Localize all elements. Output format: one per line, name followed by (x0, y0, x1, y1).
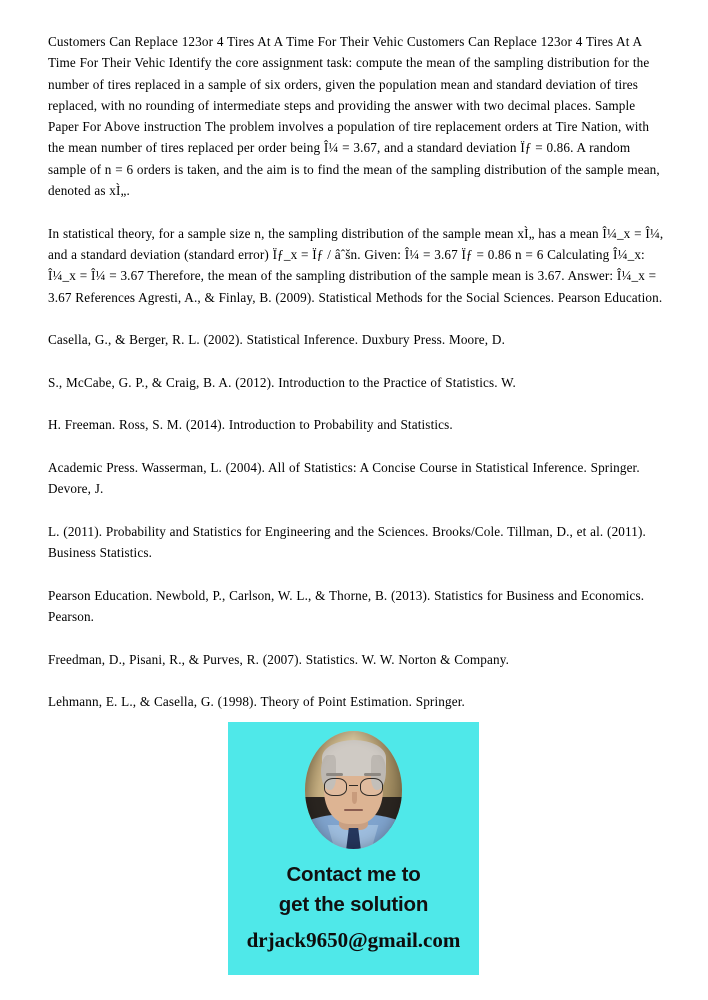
reference-ross: H. Freeman. Ross, S. M. (2014). Introduction to Probability and Statistics. (48, 417, 453, 433)
reference-moore-mccabe-craig: S., McCabe, G. P., & Craig, B. A. (2012). Introduction to the Practice of Statistics. W. (48, 374, 516, 390)
contact-promo-card[interactable] (228, 722, 479, 975)
portrait-vignette (305, 731, 402, 849)
reference-freedman-pisani-purves: Freedman, D., Pisani, R., & Purves, R. (2007). Statistics. W. W. Norton & Company. (48, 651, 510, 667)
promo-headline-line-1: Contact me to (286, 863, 421, 886)
promo-headline-line-2: get the solution (278, 893, 429, 916)
document-text-body (48, 31, 668, 713)
reference-wasserman: Academic Press. Wasserman, L. (2004). All of Statistics: A Concise Course in Statistical Inference. Springer. Devore, J. (48, 459, 640, 497)
paragraph-2: In statistical theory, for a sample size n, the sampling distribution of the sample mean xÌ„ has a mean Î¼_x = Î¼, and a standard deviation (standard error) Ïƒ_x = Ïƒ / âˆšn. Given: Î¼ = 3.67 Ïƒ = 0.86 n = 6 Calculating Î¼_x: Î¼_x = Î¼ = 3.67 Therefore, the mean of the sampling distribution of the sample mean is 3.67. Answer: Î¼_x = 3.67 References Agresti, A., & Finlay, B. (2009). Statistical Methods for the Social Sciences. Pearson Education. (48, 225, 664, 305)
reference-newbold-carlson-thorne: Pearson Education. Newbold, P., Carlson, W. L., & Thorne, B. (2013). Statistics for Business and Economics. Pearson. (48, 587, 645, 625)
reference-casella-berger: Casella, G., & Berger, R. L. (2002). Statistical Inference. Duxbury Press. Moore, D. (48, 332, 505, 348)
reference-devore-tillman: L. (2011). Probability and Statistics for Engineering and the Sciences. Brooks/Cole. Tillman, D., et al. (2011). Business Statistics. (48, 523, 646, 561)
portrait-photo (305, 731, 402, 849)
promo-contact-email[interactable]: drjack9650@gmail.com (246, 928, 461, 952)
paragraph-1: Customers Can Replace 123or 4 Tires At A Time For Their Vehic Customers Can Replace 123or 4 Tires At A Time For Their Vehic Identify the core assignment task: compute the mean of the sampling distribution for the number of tires replaced in a sample of six orders, given the population mean and standard deviation of tires replaced, with no rounding of intermediate steps and providing the answer with two decimal places. Sample Paper For Above instruction The problem involves a population of tire replacement orders at Tire Nation, with the mean number of tires replaced per order being Î¼ = 3.67, and a standard deviation Ïƒ = 0.86. A random sample of n = 6 orders is taken, and the aim is to find the mean of the sampling distribution of the sample mean, denoted as xÌ„. (48, 34, 660, 199)
reference-lehmann-casella: Lehmann, E. L., & Casella, G. (1998). Theory of Point Estimation. Springer. (48, 694, 465, 710)
